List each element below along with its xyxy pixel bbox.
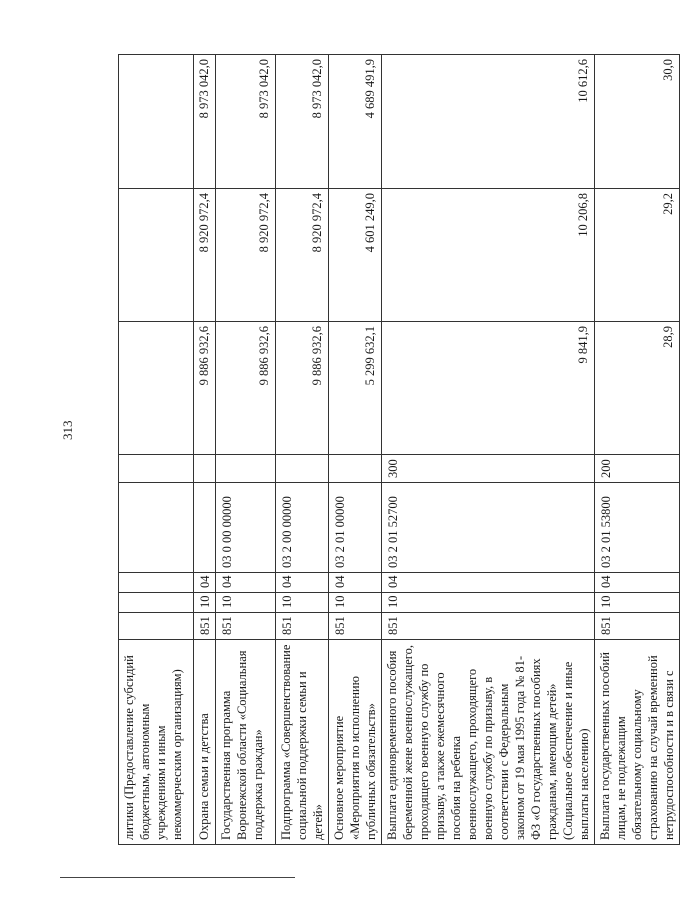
cell-grbs: 851 xyxy=(194,613,216,640)
cell-grbs: 851 xyxy=(276,613,329,640)
cell-sum1: 9 886 932,6 xyxy=(216,322,276,455)
budget-table-container xyxy=(118,55,676,845)
budget-table xyxy=(118,54,680,845)
cell-name: литики (Предоставление субсидий бюджетным, автономным учреждениям и иным некоммерческим организациям) xyxy=(119,640,194,845)
cell-vr xyxy=(216,455,276,483)
cell-grbs: 851 xyxy=(595,613,680,640)
cell-rz: 10 xyxy=(216,593,276,613)
cell-grbs: 851 xyxy=(382,613,595,640)
cell-csr xyxy=(119,483,194,573)
table-row xyxy=(595,55,680,845)
cell-csr: 03 2 01 53800 xyxy=(595,483,680,573)
cell-csr: 03 2 01 52700 xyxy=(382,483,595,573)
cell-pr: 04 xyxy=(194,573,216,593)
table-row xyxy=(119,55,194,845)
cell-sum2: 8 920 972,4 xyxy=(216,189,276,322)
cell-name: Государственная программа Воронежской области «Социальная поддержка граждан» xyxy=(216,640,276,845)
cell-sum2: 8 920 972,4 xyxy=(194,189,216,322)
cell-sum1: 9 886 932,6 xyxy=(194,322,216,455)
cell-sum3: 4 689 491,9 xyxy=(329,55,382,189)
cell-sum1: 9 841,9 xyxy=(382,322,595,455)
cell-rz: 10 xyxy=(595,593,680,613)
cell-grbs xyxy=(119,613,194,640)
cell-name: Подпрограмма «Совершенствование социальной поддержки семьи и детей» xyxy=(276,640,329,845)
cell-sum3 xyxy=(119,55,194,189)
cell-sum1: 5 299 632,1 xyxy=(329,322,382,455)
cell-vr: 200 xyxy=(595,455,680,483)
table-row xyxy=(216,55,276,845)
cell-vr xyxy=(276,455,329,483)
cell-sum3: 8 973 042,0 xyxy=(216,55,276,189)
cell-name: Охрана семьи и детства xyxy=(194,640,216,845)
cell-sum3: 10 612,6 xyxy=(382,55,595,189)
table-row xyxy=(194,55,216,845)
cell-grbs: 851 xyxy=(329,613,382,640)
cell-rz xyxy=(119,593,194,613)
cell-sum1 xyxy=(119,322,194,455)
cell-csr: 03 0 00 00000 xyxy=(216,483,276,573)
cell-name: Выплата единовременного пособия беременной жене военнослужащего, проходящего военную службу по призыву, а также ежемесячного пособия на ребенка военнослужащего, проходящего военную службу по призыву, в соответствии с Федеральным законом от 19 мая 1995 года № 81-ФЗ «О государственных пособиях гражданам, имеющим детей» (Социальное обеспечение и иные выплаты населению) xyxy=(382,640,595,845)
cell-rz: 10 xyxy=(382,593,595,613)
cell-rz: 10 xyxy=(276,593,329,613)
cell-rz: 10 xyxy=(329,593,382,613)
cell-grbs: 851 xyxy=(216,613,276,640)
cell-vr xyxy=(194,455,216,483)
cell-pr: 04 xyxy=(329,573,382,593)
table-body xyxy=(119,55,680,845)
cell-pr xyxy=(119,573,194,593)
cell-sum2: 8 920 972,4 xyxy=(276,189,329,322)
cell-sum3: 8 973 042,0 xyxy=(276,55,329,189)
cell-vr: 300 xyxy=(382,455,595,483)
cell-sum3: 30,0 xyxy=(595,55,680,189)
cell-csr: 03 2 01 00000 xyxy=(329,483,382,573)
cell-sum2: 4 601 249,0 xyxy=(329,189,382,322)
cell-sum2: 10 206,8 xyxy=(382,189,595,322)
cell-pr: 04 xyxy=(595,573,680,593)
cell-name: Основное мероприятие «Мероприятия по исполнению публичных обязательств» xyxy=(329,640,382,845)
table-row xyxy=(382,55,595,845)
cell-pr: 04 xyxy=(276,573,329,593)
table-row xyxy=(329,55,382,845)
cell-sum3: 8 973 042,0 xyxy=(194,55,216,189)
cell-sum1: 9 886 932,6 xyxy=(276,322,329,455)
cell-name: Выплата государственных пособий лицам, не подлежащим обязательному социальному страхованию на случай временной нетрудоспособности и в связи с xyxy=(595,640,680,845)
cell-pr: 04 xyxy=(382,573,595,593)
cell-sum2: 29,2 xyxy=(595,189,680,322)
cell-csr: 03 2 00 00000 xyxy=(276,483,329,573)
cell-vr xyxy=(119,455,194,483)
cell-sum2 xyxy=(119,189,194,322)
footnote-separator xyxy=(60,877,295,878)
cell-pr: 04 xyxy=(216,573,276,593)
cell-rz: 10 xyxy=(194,593,216,613)
table-row xyxy=(276,55,329,845)
cell-vr xyxy=(329,455,382,483)
page-number: 313 xyxy=(60,420,75,440)
cell-sum1: 28,9 xyxy=(595,322,680,455)
cell-csr xyxy=(194,483,216,573)
